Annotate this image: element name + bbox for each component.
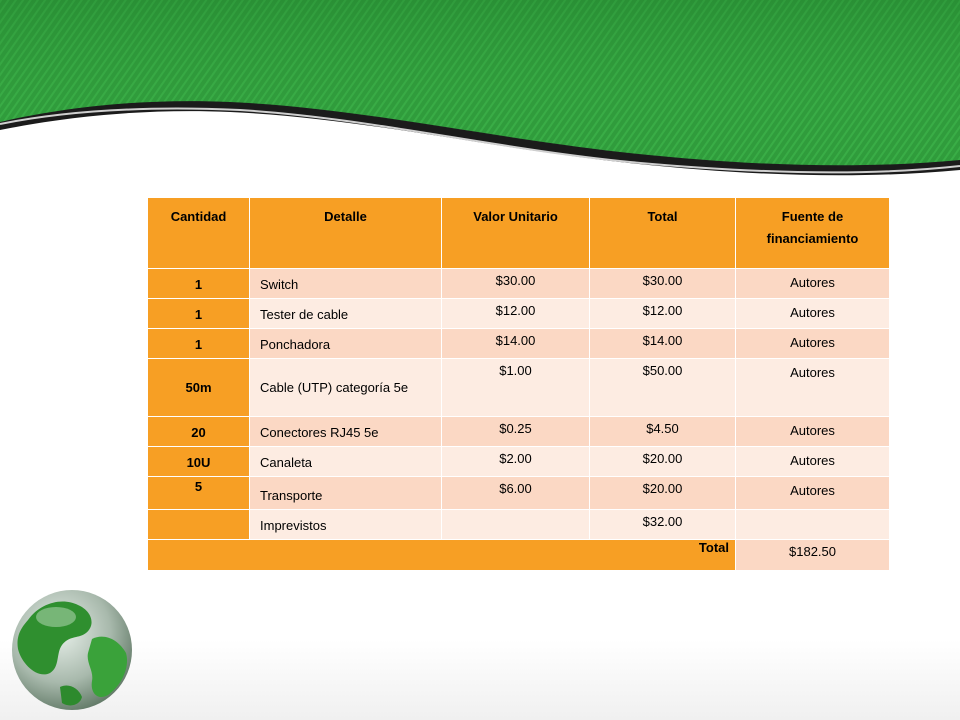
qty-cell: 10U bbox=[148, 447, 250, 477]
source-cell bbox=[736, 510, 890, 540]
budget-table bbox=[147, 197, 890, 571]
unit-price-cell: $12.00 bbox=[442, 299, 590, 329]
source-cell: Autores bbox=[736, 417, 890, 447]
source-cell: Autores bbox=[736, 269, 890, 299]
source-cell: Autores bbox=[736, 329, 890, 359]
source-cell: Autores bbox=[736, 447, 890, 477]
detail-cell: Transporte bbox=[250, 477, 442, 510]
detail-cell: Switch bbox=[250, 269, 442, 299]
source-cell: Autores bbox=[736, 299, 890, 329]
table-row bbox=[148, 359, 890, 417]
detail-cell: Ponchadora bbox=[250, 329, 442, 359]
unit-price-cell: $14.00 bbox=[442, 329, 590, 359]
header-wave-banner bbox=[0, 0, 960, 190]
qty-cell: 50m bbox=[148, 359, 250, 417]
detail-cell: Canaleta bbox=[250, 447, 442, 477]
header-total: Total bbox=[590, 198, 736, 269]
table-row bbox=[148, 510, 890, 540]
table-row bbox=[148, 417, 890, 447]
table-header-row bbox=[148, 198, 890, 269]
total-cell: $12.00 bbox=[590, 299, 736, 329]
detail-cell: Imprevistos bbox=[250, 510, 442, 540]
unit-price-cell: $6.00 bbox=[442, 477, 590, 510]
grand-total-value: $182.50 bbox=[736, 540, 890, 571]
qty-cell: 1 bbox=[148, 329, 250, 359]
total-cell: $32.00 bbox=[590, 510, 736, 540]
unit-price-cell: $2.00 bbox=[442, 447, 590, 477]
unit-price-cell: $0.25 bbox=[442, 417, 590, 447]
total-cell: $20.00 bbox=[590, 447, 736, 477]
qty-cell: 5 bbox=[148, 477, 250, 510]
unit-price-cell bbox=[442, 510, 590, 540]
total-cell: $14.00 bbox=[590, 329, 736, 359]
detail-cell: Conectores RJ45 5e bbox=[250, 417, 442, 447]
table-row bbox=[148, 329, 890, 359]
globe-icon bbox=[0, 575, 150, 720]
total-cell: $50.00 bbox=[590, 359, 736, 417]
detail-cell: Cable (UTP) categoría 5e bbox=[250, 359, 442, 417]
qty-cell bbox=[148, 510, 250, 540]
header-cantidad: Cantidad bbox=[148, 198, 250, 269]
total-cell: $20.00 bbox=[590, 477, 736, 510]
qty-cell: 20 bbox=[148, 417, 250, 447]
total-label: Total bbox=[148, 540, 736, 571]
table-row bbox=[148, 269, 890, 299]
source-cell: Autores bbox=[736, 477, 890, 510]
header-valor-unitario: Valor Unitario bbox=[442, 198, 590, 269]
qty-cell: 1 bbox=[148, 269, 250, 299]
table-row bbox=[148, 299, 890, 329]
total-cell: $4.50 bbox=[590, 417, 736, 447]
table-total-row bbox=[148, 540, 890, 571]
unit-price-cell: $1.00 bbox=[442, 359, 590, 417]
header-fuente: Fuente de financiamiento bbox=[736, 198, 890, 269]
unit-price-cell: $30.00 bbox=[442, 269, 590, 299]
total-cell: $30.00 bbox=[590, 269, 736, 299]
source-cell: Autores bbox=[736, 359, 890, 417]
header-detalle: Detalle bbox=[250, 198, 442, 269]
qty-cell: 1 bbox=[148, 299, 250, 329]
table-row bbox=[148, 477, 890, 510]
detail-cell: Tester de cable bbox=[250, 299, 442, 329]
table-row bbox=[148, 447, 890, 477]
